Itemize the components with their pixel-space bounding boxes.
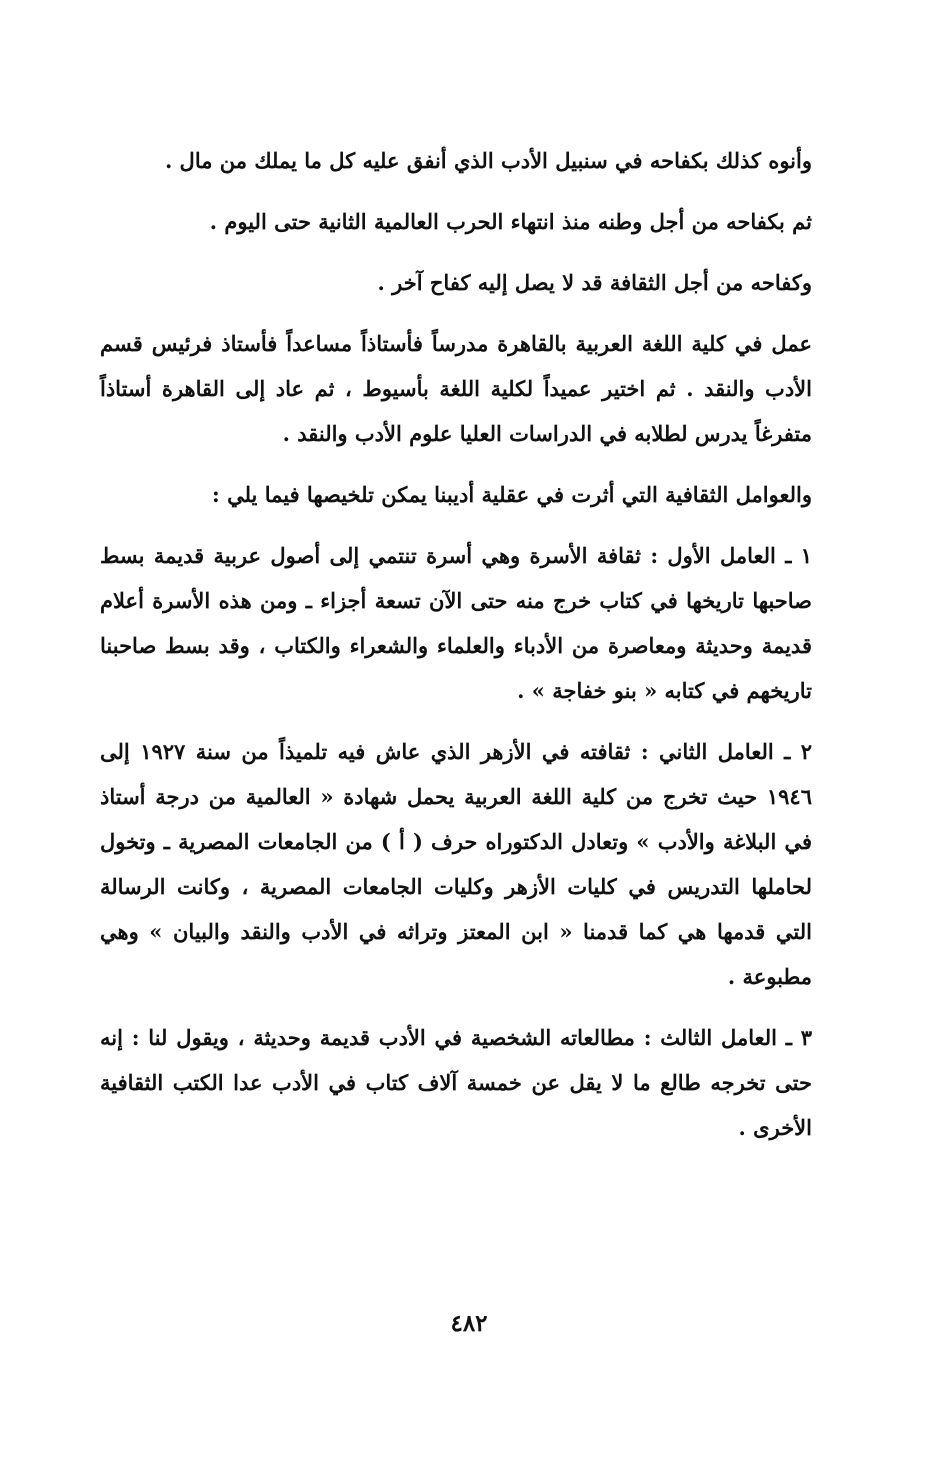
paragraph-1: وأنوه كذلك بكفاحه في سنبيل الأدب الذي أنفق عليه كل ما يملك من مال . — [164, 148, 812, 173]
paragraph-6: ١ ـ العامل الأول : ثقافة الأسرة وهي أسرة تنتمي إلى أصول عربية قديمة بسط صاحبها تاريخها في كتاب خرج منه حتى الآن تسعة أجزاء ـ ومن هذه الأسرة أعلام قديمة وحديثة ومعاصرة من الأدباء والعلماء والشعراء والكتاب ، وقد بسط صاحبنا تاريخهم في كتابه « بنو خفاجة » . — [100, 543, 812, 703]
paragraph-2: ثم بكفاحه من أجل وطنه منذ انتهاء الحرب العالمية الثانية حتى اليوم . — [209, 209, 812, 234]
paragraph-8: ٣ ـ العامل الثالث : مطالعاته الشخصية في الأدب قديمة وحديثة ، ويقول لنا : إنه حتى تخرجه طالع ما لا يقل عن خمسة آلاف كتاب في الأدب عدا الكتب الثقافية الأخرى . — [100, 1025, 812, 1140]
paragraph-5: والعوامل الثقافية التي أثرت في عقلية أديبنا يمكن تلخيصها فيما يلي : — [212, 482, 812, 507]
paragraph-3: وكفاحه من أجل الثقافة قد لا يصل إليه كفاح آخر . — [377, 270, 812, 295]
page-body — [100, 138, 812, 1166]
paragraph-7: ٢ ـ العامل الثاني : ثقافته في الأزهر الذي عاش فيه تلميذاً من سنة ١٩٢٧ إلى ١٩٤٦ حيث تخرج من كلية اللغة العربية يحمل شهادة « العالمية من درجة أستاذ في البلاغة والأدب » وتعادل الدكتوراه حرف ( أ ) من الجامعات المصرية ـ وتخول لحاملها التدريس في كليات الأزهر وكليات الجامعات المصرية ، وكانت الرسالة التي قدمها هي كما قدمنا « ابن المعتز وتراثه في الأدب والنقد والبيان » وهي مطبوعة . — [100, 739, 812, 989]
paragraph-4: عمل في كلية اللغة العربية بالقاهرة مدرساً فأستاذاً مساعداً فأستاذ فرئيس قسم الأدب والنقد . ثم اختير عميداً لكلية اللغة بأسيوط ، ثم عاد إلى القاهرة أستاذاً متفرغاً يدرس لطلابه في الدراسات العليا علوم الأدب والنقد . — [100, 331, 812, 446]
page-number: ٤٨٢ — [450, 1310, 488, 1337]
